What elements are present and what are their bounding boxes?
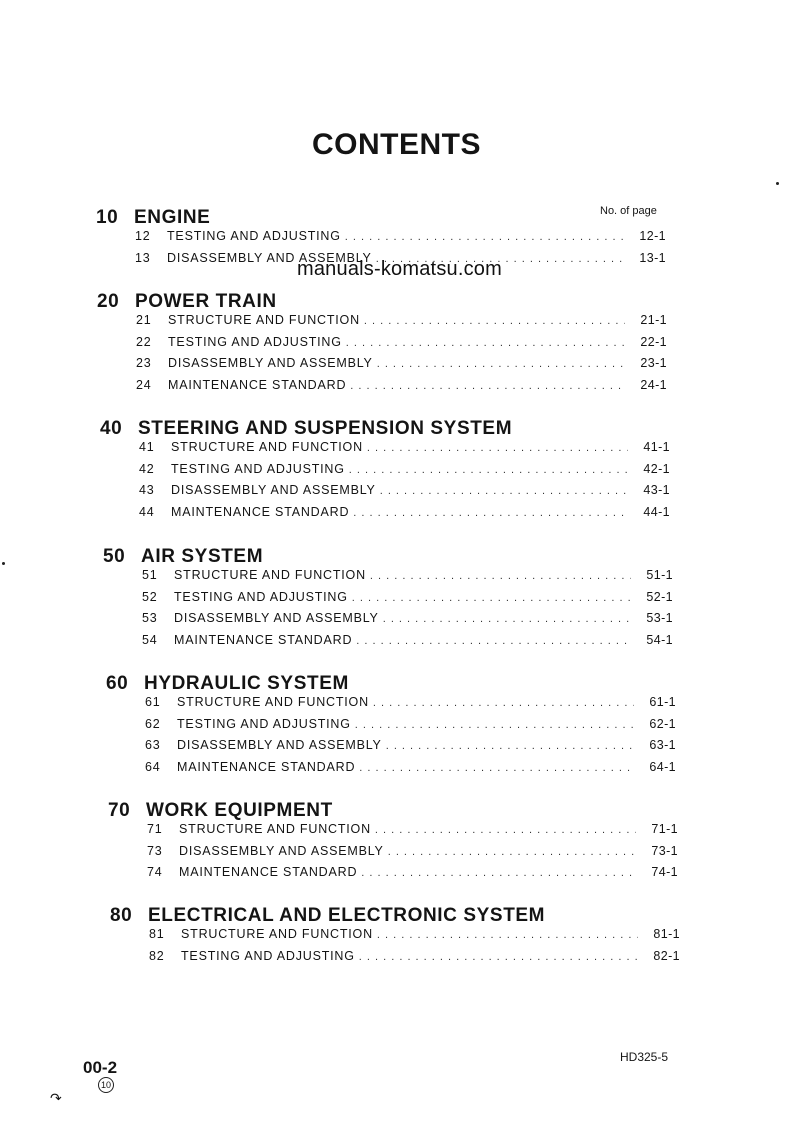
- toc-entry[interactable]: [108, 844, 678, 866]
- entry-label: TESTING AND ADJUSTING: [181, 948, 355, 963]
- toc-entry[interactable]: [96, 229, 666, 251]
- leader-dots: [383, 613, 631, 625]
- entry-page: 44-1: [643, 504, 670, 519]
- entry-page: 52-1: [646, 589, 673, 604]
- entry-page: 41-1: [643, 440, 670, 454]
- entry-label: DISASSEMBLY AND ASSEMBLY: [179, 843, 384, 858]
- entry-page: 73-1: [651, 843, 678, 858]
- toc-entry[interactable]: [103, 611, 673, 633]
- entry-number: 51: [142, 568, 158, 582]
- entry-number: 22: [136, 334, 152, 349]
- toc-entry[interactable]: [100, 505, 670, 527]
- section-electrical-electronic: [110, 905, 680, 970]
- entry-number: 42: [139, 461, 155, 476]
- section-heading: [96, 207, 666, 229]
- section-number: 20: [97, 291, 120, 312]
- entry-number: 61: [145, 695, 161, 709]
- entry-label: DISASSEMBLY AND ASSEMBLY: [171, 483, 376, 497]
- section-steering-suspension: [100, 418, 670, 526]
- section-heading: [100, 418, 670, 440]
- section-number: 80: [110, 905, 133, 926]
- entry-page: 61-1: [649, 695, 676, 709]
- page-number-column-header: No. of page: [600, 205, 657, 217]
- toc-entry[interactable]: [106, 738, 676, 760]
- toc-entry[interactable]: [108, 865, 678, 887]
- section-heading: [108, 800, 678, 822]
- leader-dots: [349, 464, 628, 476]
- section-work-equipment: [108, 800, 678, 887]
- entry-number: 53: [142, 611, 158, 625]
- leader-dots: [386, 740, 634, 752]
- leader-dots: [380, 485, 628, 497]
- leader-dots: [377, 929, 638, 941]
- entry-page: 63-1: [649, 738, 676, 752]
- entry-page: 62-1: [649, 716, 676, 731]
- entry-page: 82-1: [653, 948, 680, 963]
- entry-number: 73: [147, 843, 163, 858]
- toc-entry[interactable]: [106, 717, 676, 739]
- entry-page: 74-1: [651, 865, 678, 879]
- toc-entry[interactable]: [103, 590, 673, 612]
- leader-dots: [388, 846, 636, 858]
- entry-page: 22-1: [640, 334, 667, 349]
- entry-number: 81: [149, 927, 165, 941]
- entry-page: 21-1: [640, 313, 667, 327]
- entry-number: 82: [149, 948, 165, 963]
- toc-entry[interactable]: [100, 483, 670, 505]
- entry-number: 64: [145, 759, 161, 774]
- section-title: ENGINE: [134, 207, 211, 228]
- toc-entry[interactable]: [103, 633, 673, 655]
- page-title: CONTENTS: [312, 128, 481, 161]
- entry-number: 24: [136, 377, 152, 392]
- entry-label: MAINTENANCE STANDARD: [177, 759, 356, 774]
- entry-number: 52: [142, 589, 158, 604]
- entry-label: DISASSEMBLY AND ASSEMBLY: [168, 356, 373, 370]
- leader-dots: [355, 719, 634, 731]
- leader-dots: [359, 762, 634, 774]
- entry-page: 71-1: [651, 822, 678, 836]
- entry-label: MAINTENANCE STANDARD: [171, 504, 350, 519]
- entry-page: 81-1: [653, 927, 680, 941]
- toc-entry[interactable]: [97, 313, 667, 335]
- toc-entry[interactable]: [108, 822, 678, 844]
- watermark-text: manuals-komatsu.com: [297, 258, 502, 280]
- entry-page: 53-1: [646, 611, 673, 625]
- entry-number: 71: [147, 822, 163, 836]
- section-number: 70: [108, 800, 131, 821]
- leader-dots: [367, 442, 628, 454]
- margin-dot: [776, 182, 779, 185]
- leader-dots: [353, 507, 628, 519]
- leader-dots: [377, 358, 625, 370]
- leader-dots: [346, 337, 625, 349]
- entry-label: DISASSEMBLY AND ASSEMBLY: [177, 738, 382, 752]
- section-air-system: [103, 546, 673, 654]
- entry-number: 44: [139, 504, 155, 519]
- leader-dots: [350, 380, 625, 392]
- entry-number: 74: [147, 865, 163, 879]
- toc-entry[interactable]: [103, 568, 673, 590]
- entry-page: 54-1: [646, 632, 673, 647]
- entry-page: 43-1: [643, 483, 670, 497]
- entry-label: STRUCTURE AND FUNCTION: [179, 822, 371, 836]
- entry-label: TESTING AND ADJUSTING: [174, 589, 348, 604]
- section-title: AIR SYSTEM: [141, 546, 264, 567]
- entry-page: 23-1: [640, 356, 667, 370]
- margin-mark-icon: ↷: [50, 1090, 62, 1106]
- section-title: POWER TRAIN: [135, 291, 277, 312]
- model-number: HD325-5: [620, 1050, 669, 1064]
- section-title: ELECTRICAL AND ELECTRONIC SYSTEM: [148, 905, 546, 926]
- toc-entry[interactable]: [100, 462, 670, 484]
- entry-label: STRUCTURE AND FUNCTION: [181, 927, 373, 941]
- section-title: WORK EQUIPMENT: [146, 800, 333, 821]
- page-id: 00-2: [83, 1058, 118, 1077]
- entry-label: DISASSEMBLY AND ASSEMBLY: [167, 250, 372, 265]
- entry-page: 12-1: [639, 229, 666, 243]
- toc-entry[interactable]: [106, 695, 676, 717]
- entry-number: 43: [139, 483, 155, 497]
- toc-entry[interactable]: [106, 760, 676, 782]
- leader-dots: [364, 315, 625, 327]
- entry-page: 13-1: [639, 250, 666, 265]
- toc-entry[interactable]: [110, 949, 680, 971]
- entry-label: STRUCTURE AND FUNCTION: [177, 695, 369, 709]
- entry-page: 42-1: [643, 461, 670, 476]
- section-heading: [106, 673, 676, 695]
- section-title: HYDRAULIC SYSTEM: [144, 673, 349, 694]
- entry-label: STRUCTURE AND FUNCTION: [174, 568, 366, 582]
- leader-dots: [370, 570, 631, 582]
- leader-dots: [375, 824, 636, 836]
- section-number: 60: [106, 673, 129, 694]
- leader-dots: [373, 697, 634, 709]
- entry-number: 63: [145, 738, 161, 752]
- section-heading: [110, 905, 680, 927]
- entry-label: MAINTENANCE STANDARD: [168, 377, 347, 392]
- leader-dots: [356, 635, 631, 647]
- section-heading: [97, 291, 667, 313]
- entry-number: 62: [145, 716, 161, 731]
- entry-page: 64-1: [649, 759, 676, 774]
- section-title: STEERING AND SUSPENSION SYSTEM: [138, 418, 513, 439]
- leader-dots: [352, 592, 631, 604]
- section-number: 10: [96, 207, 119, 228]
- section-number: 40: [100, 418, 123, 439]
- entry-number: 54: [142, 632, 158, 647]
- entry-label: MAINTENANCE STANDARD: [174, 632, 353, 647]
- toc-entry[interactable]: [97, 335, 667, 357]
- toc-entry[interactable]: [97, 378, 667, 400]
- margin-dot: [2, 562, 5, 565]
- entry-label: TESTING AND ADJUSTING: [177, 716, 351, 731]
- entry-label: TESTING AND ADJUSTING: [168, 334, 342, 349]
- entry-label: MAINTENANCE STANDARD: [179, 865, 358, 879]
- entry-number: 21: [136, 313, 152, 327]
- leader-dots: [345, 231, 624, 243]
- toc-entry[interactable]: [100, 440, 670, 462]
- toc-entry[interactable]: [97, 356, 667, 378]
- entry-number: 41: [139, 440, 155, 454]
- entry-label: DISASSEMBLY AND ASSEMBLY: [174, 611, 379, 625]
- entry-label: STRUCTURE AND FUNCTION: [171, 440, 363, 454]
- entry-label: TESTING AND ADJUSTING: [171, 461, 345, 476]
- entry-number: 13: [135, 250, 151, 265]
- entry-label: TESTING AND ADJUSTING: [167, 229, 341, 243]
- entry-number: 23: [136, 356, 152, 370]
- entry-number: 12: [135, 229, 151, 243]
- entry-label: STRUCTURE AND FUNCTION: [168, 313, 360, 327]
- section-heading: [103, 546, 673, 568]
- section-power-train: [97, 291, 667, 399]
- entry-page: 51-1: [646, 568, 673, 582]
- section-hydraulic-system: [106, 673, 676, 781]
- leader-dots: [361, 867, 636, 879]
- section-number: 50: [103, 546, 126, 567]
- entry-page: 24-1: [640, 377, 667, 392]
- revision-mark: 10: [98, 1077, 114, 1093]
- toc-entry[interactable]: [110, 927, 680, 949]
- leader-dots: [359, 951, 638, 963]
